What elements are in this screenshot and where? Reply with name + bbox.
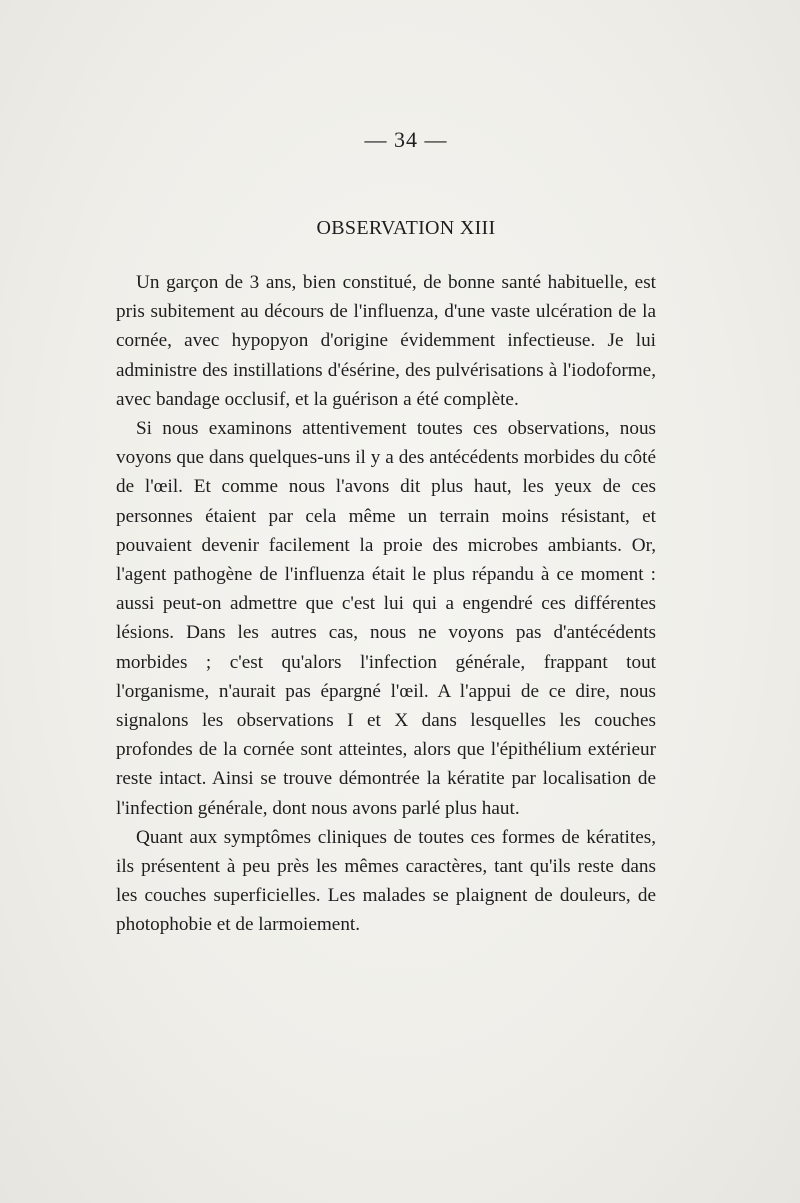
- paragraph: Quant aux symptômes cliniques de toutes ces formes de kératites, ils présentent à peu près les mêmes caractères, tant qu'ils reste dans les couches superficielles. Les malades se plaignent de douleurs, de photophobie et de larmoiement.: [116, 826, 656, 936]
- section-title: OBSERVATION XIII: [316, 217, 496, 239]
- page-text-block: [116, 120, 656, 940]
- paragraph: Un garçon de 3 ans, bien constitué, de bonne santé habituelle, est pris subitement au décours de l'influenza, d'une vaste ulcération de la cornée, avec hypopyon d'origine évidemment infectieuse. Je lui administre des instillations d'ésérine, des pulvérisations à l'iodoforme, avec bandage occlusif, et la guérison a été complète.: [116, 272, 656, 410]
- paragraph: Si nous examinons attentivement toutes ces observations, nous voyons que dans quelques-uns il y a des antécédents morbides du côté de l'œil. Et comme nous l'avons dit plus haut, les yeux de ces personnes étaient par cela même un terrain moins résistant, et pouvaient devenir facilement la proie des microbes ambiants. Or, l'agent pathogène de l'influenza était le plus répandu à ce moment : aussi peut-on admettre que c'est lui qui a engendré ces différentes lésions. Dans les autres cas, nous ne voyons pas d'antécédents morbides ; c'est qu'alors l'infection générale, frappant tout l'organisme, n'aurait pas épargné l'œil. A l'appui de ce dire, nous signalons les observations I et X dans lesquelles les couches profondes de la cornée sont atteintes, alors que l'épithélium extérieur reste intact. Ainsi se trouve démontrée la kératite par localisation de l'infection générale, dont nous avons parlé plus haut.: [116, 418, 656, 819]
- page-number: — 34 —: [364, 127, 448, 152]
